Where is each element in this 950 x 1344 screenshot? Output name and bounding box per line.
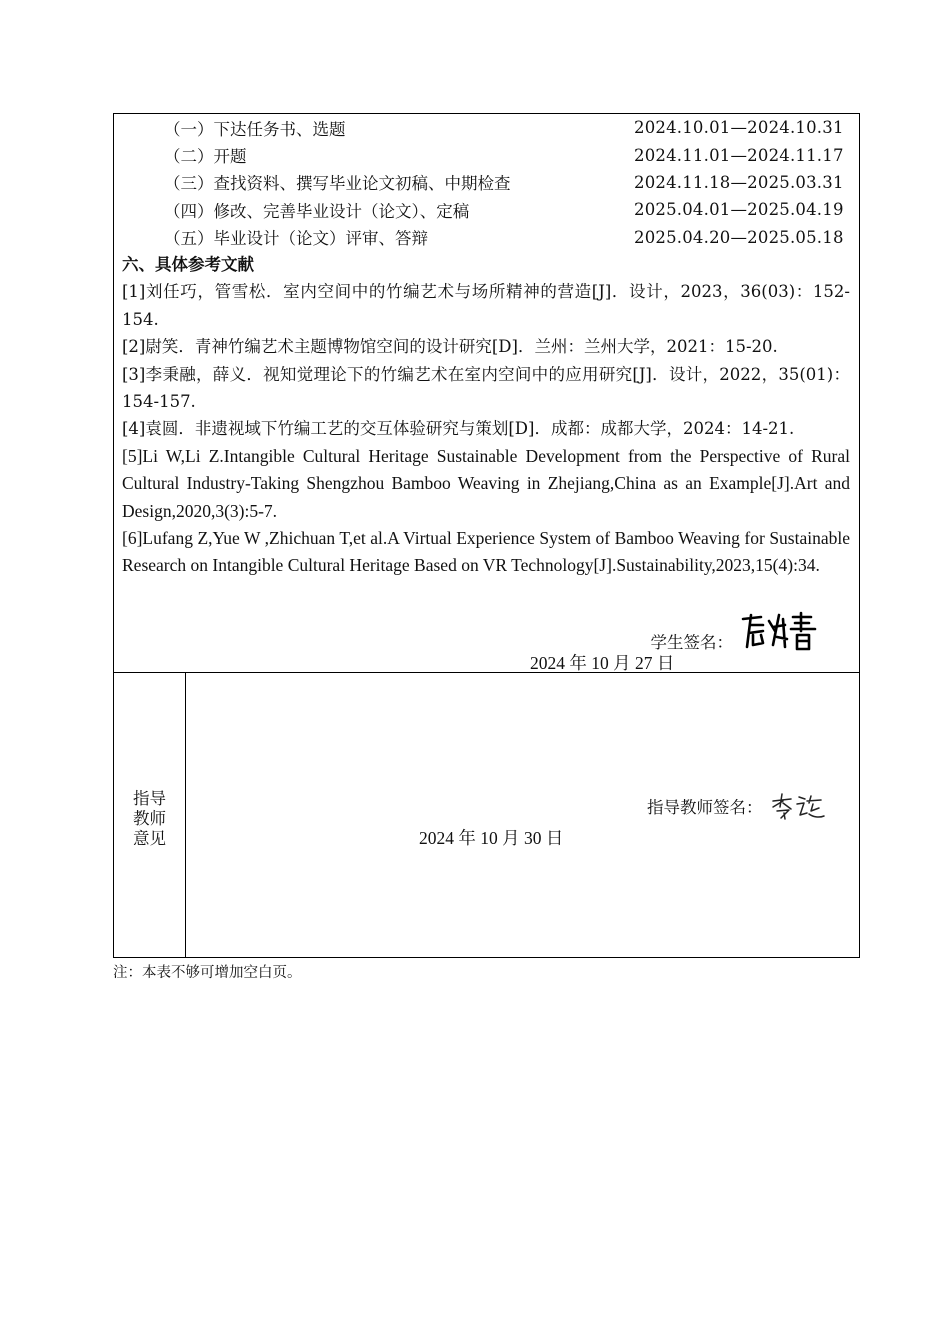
schedule-task: （二）开题 xyxy=(164,147,247,167)
schedule-task: （一）下达任务书、选题 xyxy=(164,119,346,139)
schedule-task: （五）毕业设计（论文）评审、答辩 xyxy=(164,229,428,249)
advisor-label-cell xyxy=(114,673,186,957)
schedule-date: 2025.04.20—2025.05.18 xyxy=(634,227,844,247)
schedule-row xyxy=(122,196,850,223)
advisor-opinion-row xyxy=(114,673,859,957)
reference-item: [2]尉笑．青神竹编艺术主题博物馆空间的设计研究[D]．兰州：兰州大学，2021：15-20. xyxy=(122,337,778,357)
schedule-date: 2024.11.01—2024.11.17 xyxy=(634,145,844,165)
schedule-list xyxy=(122,114,850,251)
references-heading: 六、具体参考文献 xyxy=(122,254,254,274)
advisor-opinion-label: 指导教师意见 xyxy=(133,789,166,848)
form-table xyxy=(113,113,860,958)
schedule-row xyxy=(122,224,850,251)
footnote: 注：本表不够可增加空白页。 xyxy=(113,965,302,981)
student-signature-label: 学生签名： xyxy=(650,633,733,652)
advisor-date: 2024 年 10 月 30 日 xyxy=(419,828,564,848)
advisor-signature-label: 指导教师签名： xyxy=(647,798,763,817)
plan-and-references-cell xyxy=(114,114,859,673)
reference-item: [5]Li W,Li Z.Intangible Cultural Heritage Sustainable Development from the Perspective of Rural Cultural Industry-Taking Shengzhou Bamboo Weaving in Zhejiang,China as an Example[J].Art and Design,2020,3(3):5-7. xyxy=(122,445,850,521)
schedule-date: 2024.10.01—2024.10.31 xyxy=(634,118,844,138)
schedule-task: （四）修改、完善毕业设计（论文）、定稿 xyxy=(164,201,470,221)
reference-item: [6]Lufang Z,Yue W ,Zhichuan T,et al.A Virtual Experience System of Bamboo Weaving for Sustainable Research on Intangible Cultural Heritage Based on VR Technology[J].Sustainability,2023,15(4):34. xyxy=(122,528,850,576)
reference-item: [1]刘任巧，管雪松．室内空间中的竹编艺术与场所精神的营造[J]．设计，2023，36(03)：152-154. xyxy=(122,282,850,329)
schedule-row xyxy=(122,114,850,141)
student-date: 2024 年 10 月 27 日 xyxy=(530,653,675,673)
student-signature-line xyxy=(651,609,820,653)
schedule-date: 2024.11.18—2025.03.31 xyxy=(634,172,844,192)
advisor-opinion-cell xyxy=(186,673,859,957)
schedule-row xyxy=(122,169,850,196)
advisor-signature-handwriting xyxy=(767,791,827,821)
schedule-date: 2025.04.01—2025.04.19 xyxy=(634,200,844,220)
advisor-signature-line xyxy=(647,791,827,821)
reference-item: [4]袁圆．非遗视域下竹编工艺的交互体验研究与策划[D]．成都：成都大学，2024：14-21. xyxy=(122,419,795,439)
reference-list xyxy=(122,278,850,579)
reference-item: [3]李秉融，薛义．视知觉理论下的竹编艺术在室内空间中的应用研究[J]．设计，2022，35(01)：154-157. xyxy=(122,364,850,411)
schedule-task: （三）查找资料、撰写毕业论文初稿、中期检查 xyxy=(164,174,511,194)
student-signature-handwriting xyxy=(739,609,819,653)
schedule-row xyxy=(122,141,850,168)
